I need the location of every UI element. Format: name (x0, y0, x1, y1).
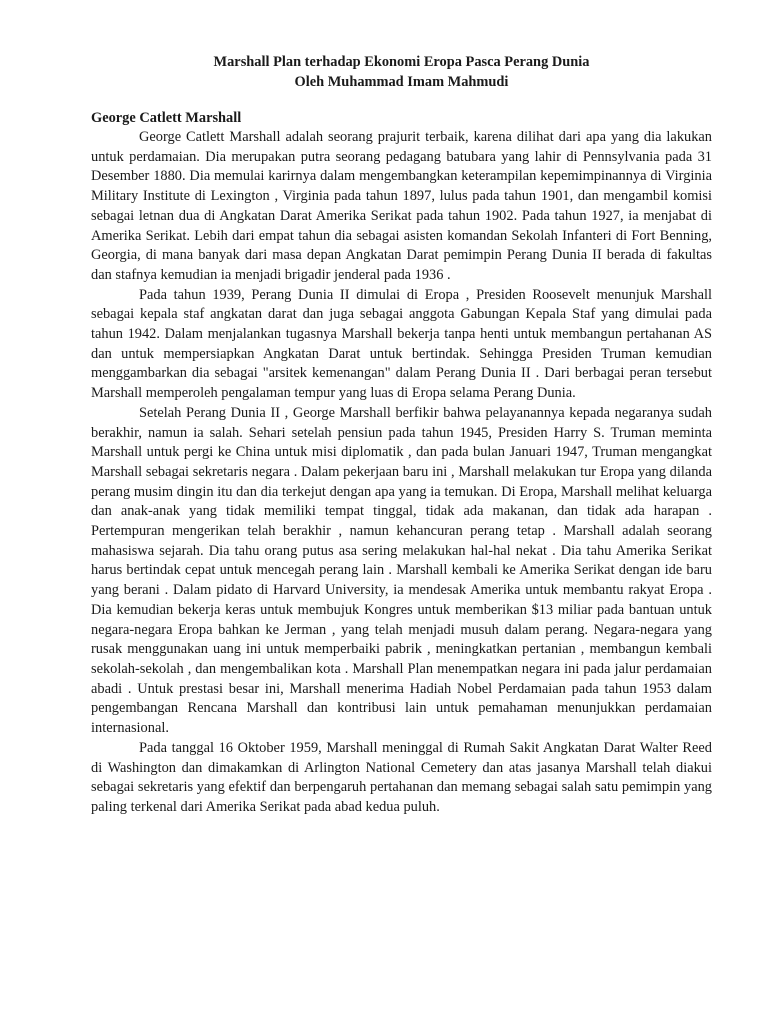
document-title-line-1: Marshall Plan terhadap Ekonomi Eropa Pasca Perang Dunia (213, 54, 590, 70)
section-heading: George Catlett Marshall (91, 110, 242, 126)
document-page (91, 52, 712, 818)
paragraph-4: Pada tanggal 16 Oktober 1959, Marshall meninggal di Rumah Sakit Angkatan Darat Walter Reed di Washington dan dimakamkan di Arlington National Cemetery dan atas jasanya Marshall telah diakui sebagai sekretaris yang efektif dan berpengaruh pertahanan dan memang sebagai salah satu pemimpin yang paling terkenal dari Amerika Serikat pada abad kedua puluh. (91, 739, 712, 815)
paragraph-1: George Catlett Marshall adalah seorang prajurit terbaik, karena dilihat dari apa yang dia lakukan untuk perdamaian. Dia merupakan putra seorang pedagang batubara yang lahir di Pennsylvania pada 31 Desember 1880. Dia memulai karirnya dalam mengembangkan keterampilan kepemimpinannya di Virginia Military Institute di Lexington , Virginia pada tahun 1897, lulus pada tahun 1901, dan mengambil komisi sebagai letnan dua di Angkatan Darat Amerika Serikat pada tahun 1902. Pada tahun 1927, ia menjabat di Amerika Serikat. Lebih dari empat tahun dia sebagai asisten komandan Sekolah Infanteri di Fort Benning, Georgia, di mana banyak dari masa depan Angkatan Darat pemimpin Perang Dunia II berada di fakultas dan stafnya kemudian ia menjadi brigadir jenderal pada 1936 . (91, 129, 712, 283)
document-title-line-2: Oleh Muhammad Imam Mahmudi (294, 74, 509, 90)
paragraph-2: Pada tahun 1939, Perang Dunia II dimulai di Eropa , Presiden Roosevelt menunjuk Marshall sebagai kepala staf angkatan darat dan juga sebagai anggota Gabungan Kepala Staf yang dimulai pada tahun 1942. Dalam menjalankan tugasnya Marshall bekerja tanpa henti untuk membangun pertahanan AS dan untuk mempersiapkan Angkatan Darat untuk bertindak. Sehingga Presiden Truman kemudian menggambarkan dia sebagai "arsitek kemenangan" dalam Perang Dunia II . Dari berbagai peran tersebut Marshall memperoleh pengalaman tempur yang luas di Eropa selama Perang Dunia. (91, 286, 712, 402)
paragraph-3: Setelah Perang Dunia II , George Marshall berfikir bahwa pelayanannya kepada negaranya sudah berakhir, namun ia salah. Sehari setelah pensiun pada tahun 1945, Presiden Harry S. Truman meminta Marshall untuk pergi ke China untuk misi diplomatik , dan pada bulan Januari 1947, Truman mengangkat Marshall sebagai sekretaris negara . Dalam pekerjaan baru ini , Marshall melakukan tur Eropa yang dilanda perang musim dingin itu dan dia terkejut dengan apa yang ia temukan. Di Eropa, Marshall melihat keluarga dan anak-anak yang tidak memiliki tempat tinggal, tidak ada makanan, dan tidak ada harapan . Pertempuran mengerikan telah berakhir , namun kehancuran perang tetap . Marshall adalah seorang mahasiswa sejarah. Dia tahu orang putus asa sering melakukan hal-hal nekat . Dia tahu Amerika Serikat harus bertindak cepat untuk mencegah perang lain . Marshall kembali ke Amerika Serikat dengan ide baru yang berani . Dalam pidato di Harvard University, ia mendesak Amerika untuk membantu rakyat Eropa . Dia kemudian bekerja keras untuk membujuk Kongres untuk memberikan $13 miliar pada bantuan untuk negara-negara Eropa bahkan ke Jerman , yang telah menjadi musuh dalam perang. Negara-negara yang rusak menggunakan uang ini untuk memperbaiki pabrik , meningkatkan pertanian , membangun kembali sekolah-sekolah , dan mengembalikan kota . Marshall Plan menempatkan negara ini pada jalur perdamaian abadi . Untuk prestasi besar ini, Marshall menerima Hadiah Nobel Perdamaian pada tahun 1953 dalam pengembangan Rencana Marshall dan kontribusi lain untuk pemahaman menunjukkan perdamaian internasional. (91, 404, 712, 737)
